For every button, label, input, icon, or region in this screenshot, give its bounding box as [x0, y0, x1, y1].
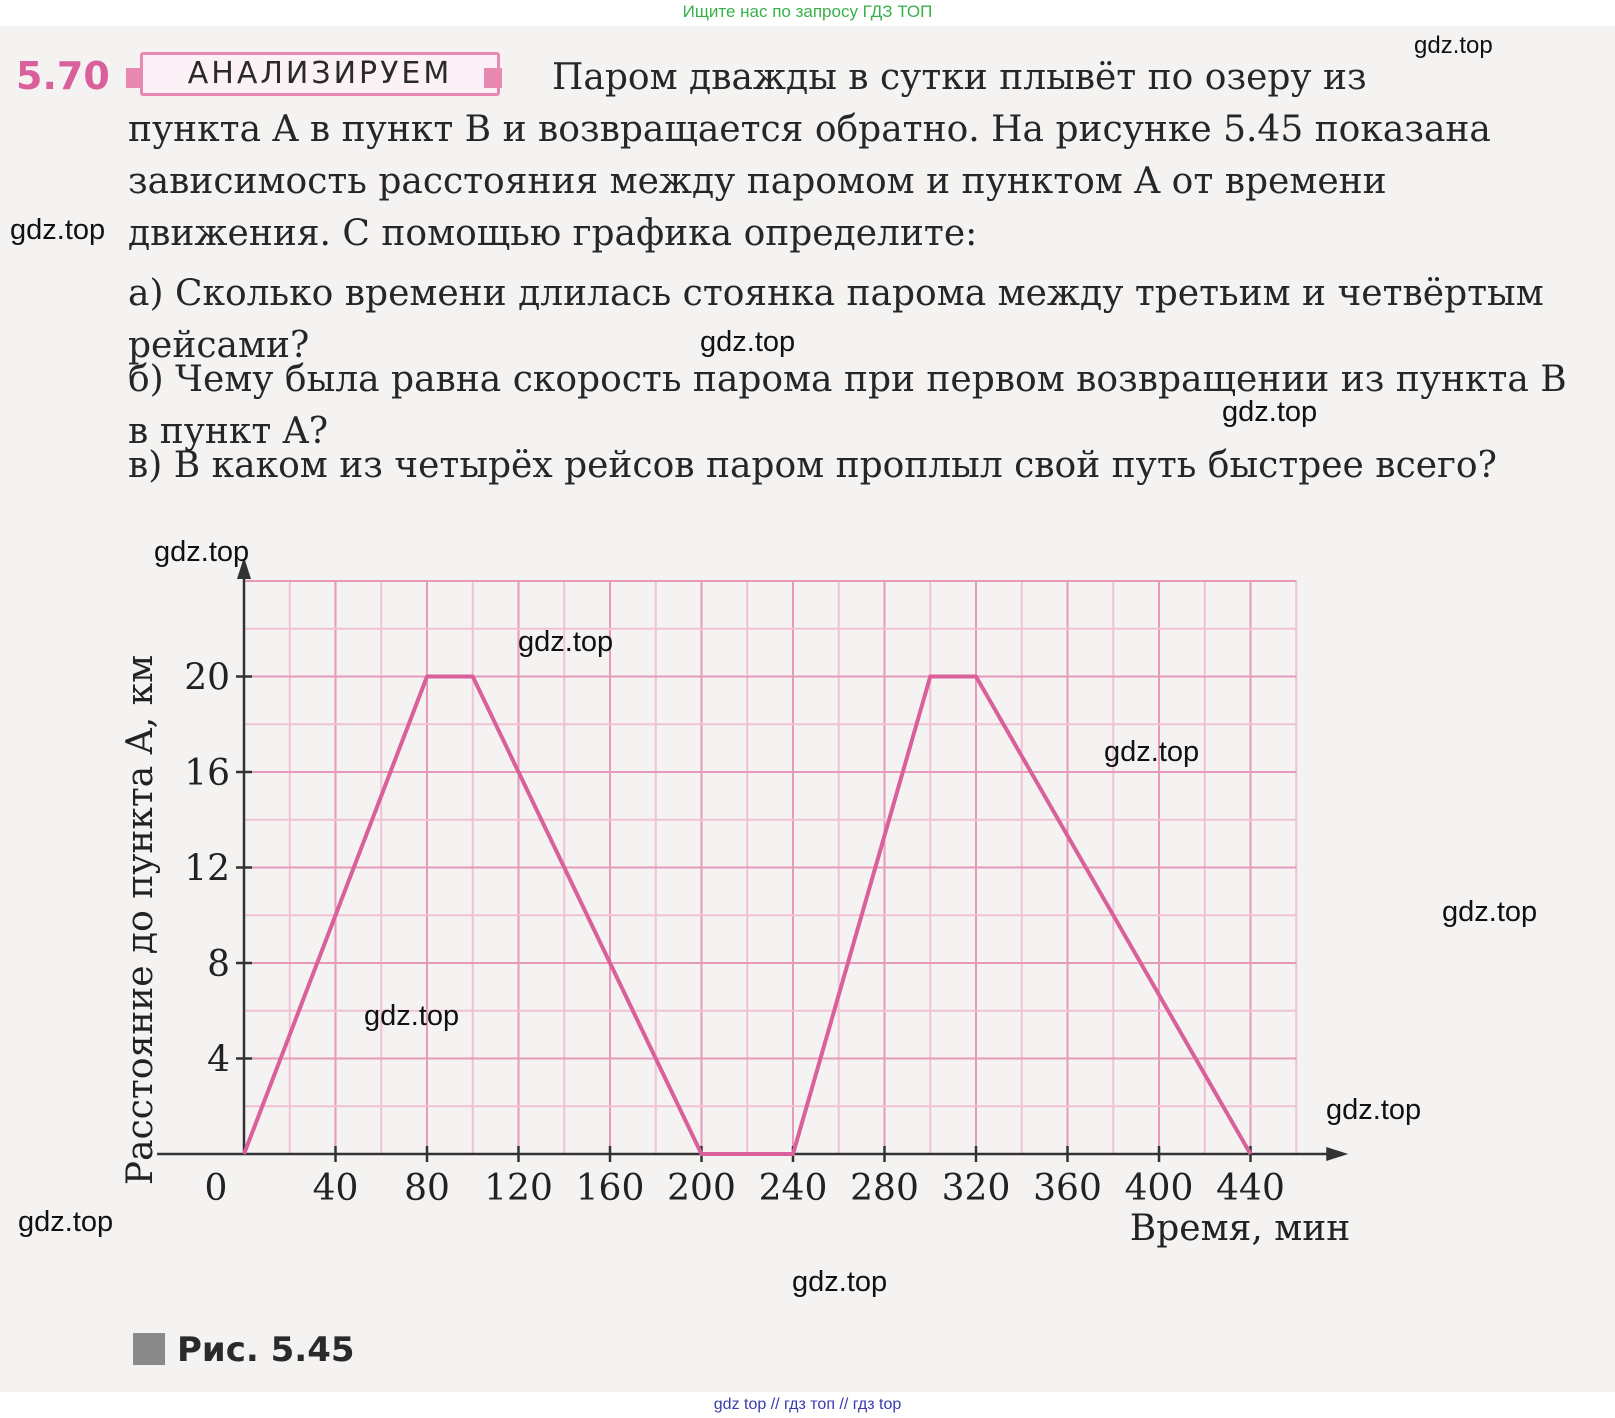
x-tick-label: 160 [575, 1168, 645, 1209]
y-tick-label: 16 [184, 753, 230, 794]
x-tick-label: 400 [1124, 1168, 1194, 1209]
bottom-banner: gdz top // гдз топ // гдз top [0, 1392, 1615, 1418]
y-axis-label: Расстояние до пункта A, км [120, 654, 161, 1186]
figure-caption-text: Рис. 5.45 [177, 1330, 355, 1370]
tag-square-right [484, 68, 502, 88]
x-tick-label: 440 [1216, 1168, 1285, 1209]
watermark: gdz.top [1104, 736, 1200, 768]
chart-svg [0, 560, 1615, 1340]
chart-grid [244, 581, 1296, 1154]
question-a: а) Сколько времени длилась стоянка парома между третьим и четвёртым рейсами? [128, 273, 1544, 366]
x-axis-arrow [1326, 1147, 1348, 1161]
x-tick-label: 40 [312, 1168, 359, 1209]
x-tick-label: 80 [404, 1168, 450, 1209]
top-banner: Ищите нас по запросу ГДЗ ТОП [0, 0, 1615, 26]
x-tick-label: 120 [484, 1168, 553, 1209]
problem-number: 5.70 [16, 54, 110, 98]
y-tick-label: 4 [207, 1039, 230, 1081]
y-tick-label: 12 [184, 848, 230, 890]
watermark: gdz.top [18, 1206, 114, 1238]
chart [0, 560, 1615, 1340]
watermark: gdz.top [518, 626, 614, 658]
watermark: gdz.top [364, 1000, 460, 1032]
watermark: gdz.top [792, 1266, 888, 1298]
x-tick-label: 360 [1033, 1168, 1102, 1209]
watermark: gdz.top [1222, 396, 1318, 428]
question-c: в) В каком из четырёх рейсов паром проплыл свой путь быстрее всего? [128, 445, 1497, 486]
x-tick-label: 200 [667, 1168, 736, 1209]
question-b: б) Чему была равна скорость парома при первом возвращении из пункта B в пункт A? [128, 359, 1567, 452]
watermark: gdz.top [1326, 1094, 1422, 1126]
watermark: gdz.top [1442, 896, 1538, 928]
x-tick-label: 240 [758, 1168, 828, 1209]
watermark: gdz.top [700, 326, 796, 358]
watermark: gdz.top [1414, 32, 1493, 59]
origin-label: 0 [204, 1168, 228, 1209]
y-tick-label: 20 [184, 657, 230, 699]
caption-square [133, 1333, 165, 1365]
watermark: gdz.top [154, 536, 250, 568]
intro-line-1: Паром дважды в сутки плывёт по озеру из [552, 57, 1367, 98]
x-axis-label: Время, мин [1129, 1208, 1351, 1249]
x-tick-label: 320 [941, 1168, 1011, 1209]
x-tick-label: 280 [850, 1168, 919, 1209]
y-tick-label: 8 [207, 944, 230, 985]
figure-caption [133, 1330, 355, 1370]
watermark: gdz.top [10, 214, 106, 246]
tag-label: АНАЛИЗИРУЕМ [140, 52, 500, 96]
intro-text: пункта A в пункт B и возвращается обратно. На рисунке 5.45 показана зависимость расстояния между паромом и пунктом A от времени движения. С помощью графика определите: [128, 109, 1491, 254]
